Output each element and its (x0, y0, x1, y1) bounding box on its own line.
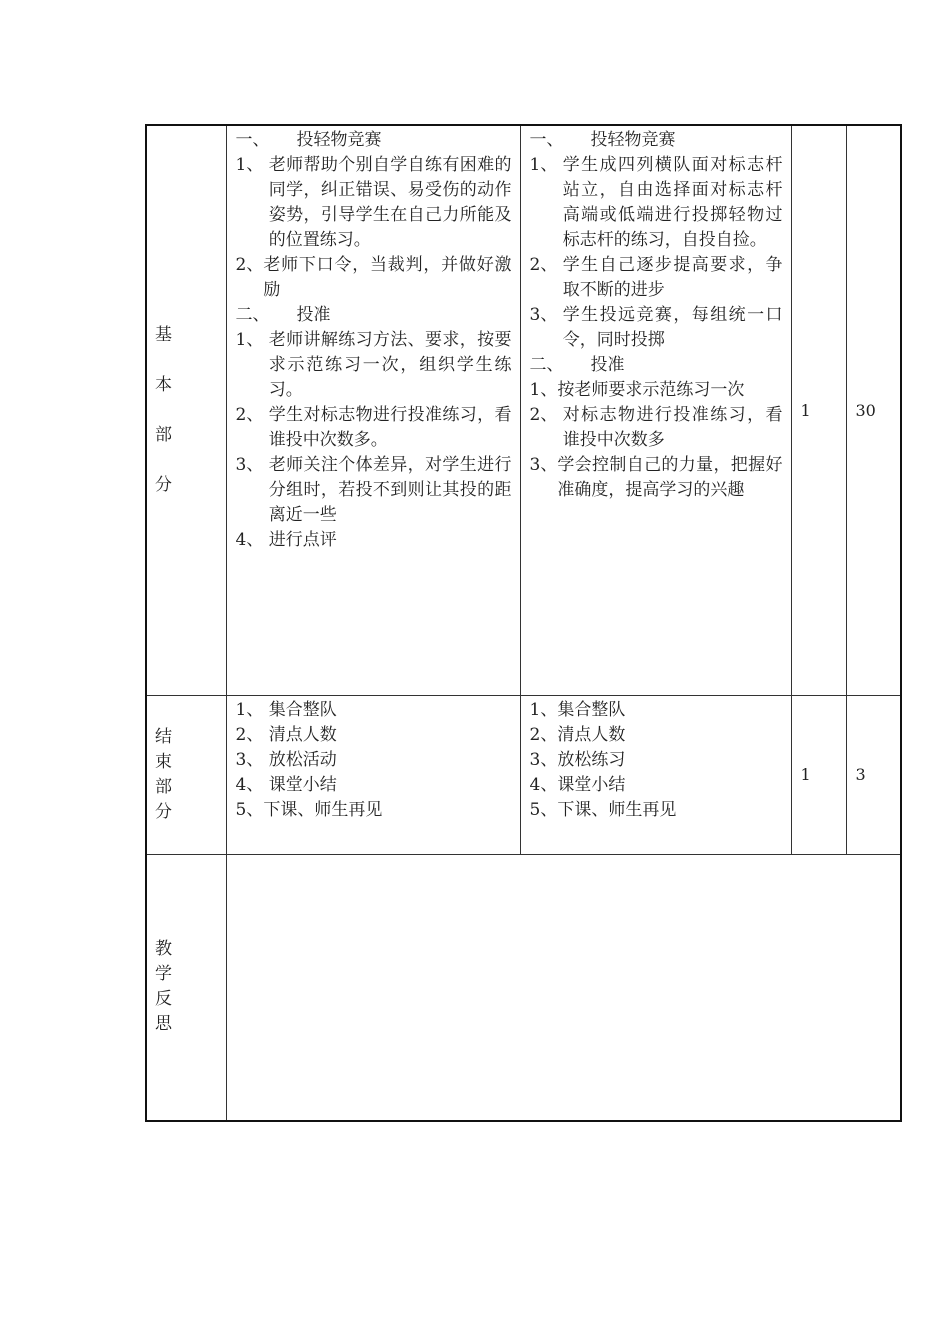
item-number: 二、 (529, 355, 591, 375)
item-text: 课堂小结 (268, 774, 337, 795)
item-number: 4、 (235, 774, 269, 795)
item-number: 2、 (235, 405, 269, 425)
item-number: 1、 (529, 155, 563, 175)
ending-student-activities (520, 695, 791, 854)
label-char: 部 (155, 776, 172, 797)
ending-minutes: 3 (846, 695, 901, 854)
label-char: 结 (155, 726, 172, 747)
item-text: 清点人数 (557, 724, 626, 745)
ending-section-row (146, 695, 901, 854)
list-item (530, 403, 783, 453)
section-heading: 投准 (296, 305, 331, 325)
item-number: 1、 (235, 699, 269, 720)
label-char: 教 (155, 939, 172, 960)
item-number: 5、 (529, 799, 558, 820)
list-item (530, 698, 783, 723)
item-text: 按老师要求示范练习一次 (557, 380, 745, 400)
list-item (530, 798, 783, 823)
item-number: 3、 (529, 305, 563, 325)
label-char: 基 (155, 324, 172, 345)
ending-count: 1 (791, 695, 846, 854)
list-item (530, 453, 783, 503)
list-item (236, 128, 512, 153)
item-number: 1、 (235, 330, 269, 350)
item-number: 5、 (235, 799, 264, 820)
item-text: 放松练习 (557, 749, 626, 770)
item-text: 老师讲解练习方法、要求，按要求示范练习一次，组织学生练习。 (268, 330, 512, 400)
item-number: 1、 (529, 380, 558, 400)
item-text: 清点人数 (268, 724, 337, 745)
label-char: 部 (155, 424, 172, 445)
item-number: 2、 (529, 255, 563, 275)
item-text: 学生自己逐步提高要求，争取不断的进步 (562, 255, 783, 300)
list-item (530, 353, 783, 378)
label-char: 束 (155, 751, 172, 772)
item-text: 下课、师生再见 (557, 799, 677, 820)
basic-section-row (146, 125, 901, 695)
item-text: 集合整队 (268, 699, 337, 720)
list-item (530, 128, 783, 153)
item-number: 4、 (529, 774, 558, 795)
item-text: 课堂小结 (557, 774, 626, 795)
list-item (236, 403, 512, 453)
list-item (236, 453, 512, 528)
item-text: 学会控制自己的力量，把握好准确度，提高学习的兴趣 (557, 455, 783, 500)
ending-teacher-activities (226, 695, 520, 854)
item-text: 老师关注个体差异，对学生进行分组时，若投不到则让其投的距离近一些 (268, 455, 512, 525)
list-item (530, 153, 783, 253)
item-text: 老师帮助个别自学自练有困难的同学，纠正错误、易受伤的动作姿势，引导学生在自己力所能及的位置练习。 (268, 155, 512, 250)
lesson-plan-table (145, 124, 902, 1122)
basic-count: 1 (791, 125, 846, 695)
section-heading: 投准 (590, 355, 625, 375)
list-item (236, 723, 512, 748)
basic-student-activities (520, 125, 791, 695)
item-number: 2、 (235, 255, 264, 275)
basic-teacher-activities (226, 125, 520, 695)
reflection-section-row (146, 854, 901, 1121)
list-item (236, 698, 512, 723)
reflection-content (226, 854, 901, 1121)
reflection-section-label (146, 854, 226, 1121)
list-item (530, 773, 783, 798)
label-char: 思 (155, 1014, 172, 1035)
ending-section-label (146, 695, 226, 854)
list-item (236, 773, 512, 798)
item-number: 3、 (529, 749, 558, 770)
list-item (236, 303, 512, 328)
item-number: 3、 (235, 455, 269, 475)
item-text: 学生对标志物进行投准练习，看谁投中次数多。 (268, 405, 512, 450)
item-number: 2、 (529, 405, 563, 425)
item-text: 放松活动 (268, 749, 337, 770)
list-item (530, 303, 783, 353)
item-number: 4、 (235, 530, 269, 550)
label-char: 本 (155, 374, 172, 395)
list-item (236, 253, 512, 303)
item-text: 学生投远竞赛，每组统一口令，同时投掷 (562, 305, 783, 350)
item-text: 对标志物进行投准练习，看谁投中次数多 (562, 405, 783, 450)
item-number: 2、 (529, 724, 558, 745)
item-number: 二、 (235, 305, 297, 325)
list-item (236, 528, 512, 553)
list-item (236, 798, 512, 823)
item-number: 一、 (235, 130, 297, 150)
item-text: 下课、师生再见 (263, 799, 383, 820)
section-heading: 投轻物竞赛 (590, 130, 676, 150)
section-heading: 投轻物竞赛 (296, 130, 382, 150)
item-number: 3、 (235, 749, 269, 770)
item-number: 一、 (529, 130, 591, 150)
item-number: 3、 (529, 455, 558, 475)
item-number: 2、 (235, 724, 269, 745)
item-text: 学生成四列横队面对标志杆站立，自由选择面对标志杆高端或低端进行投掷轻物过标志杆的练习，自投自捡。 (562, 155, 783, 250)
label-char: 反 (155, 989, 172, 1010)
list-item (530, 378, 783, 403)
list-item (236, 153, 512, 253)
label-char: 学 (155, 964, 172, 985)
list-item (530, 253, 783, 303)
list-item (530, 723, 783, 748)
label-char: 分 (155, 474, 172, 495)
list-item (236, 328, 512, 403)
basic-section-label (146, 125, 226, 695)
basic-minutes: 30 (846, 125, 901, 695)
list-item (530, 748, 783, 773)
list-item (236, 748, 512, 773)
item-text: 进行点评 (268, 530, 337, 550)
item-number: 1、 (235, 155, 269, 175)
item-text: 老师下口令，当裁判，并做好激励 (263, 255, 512, 300)
item-text: 集合整队 (557, 699, 626, 720)
item-number: 1、 (529, 699, 558, 720)
label-char: 分 (155, 801, 172, 822)
